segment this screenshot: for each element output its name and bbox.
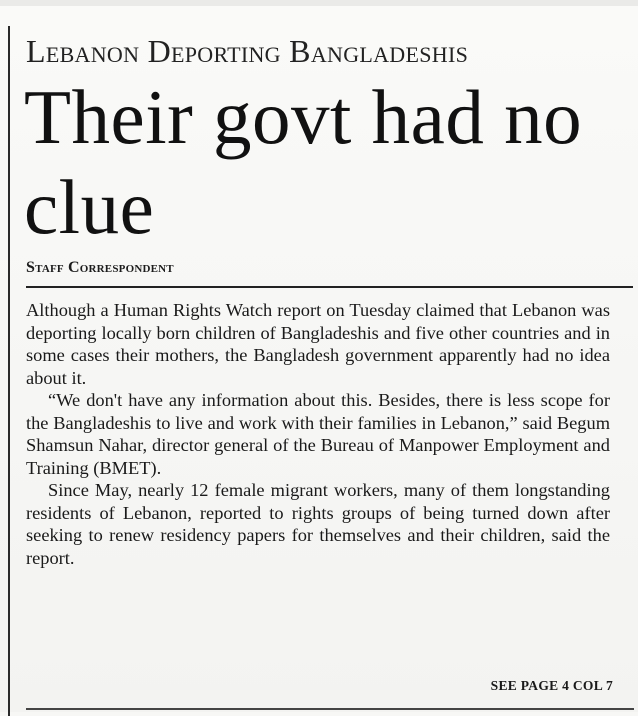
byline: Staff Correspondent [26,259,174,276]
main-headline: Their govt had no clue [24,74,583,250]
top-edge-band [0,0,638,6]
paragraph-1: Although a Human Rights Watch report on Tuesday claimed that Lebanon was deporting locally born children of Bangladeshis and five other countries and in some cases their mothers, the Bangladesh government apparently had no idea about it. [26,300,610,388]
byline-divider [26,286,633,288]
article-body [26,299,610,569]
paragraph-2: “We don't have any information about this. Besides, there is less scope for the Bangladeshis to live and work with their families in Lebanon,” said Begum Shamsun Nahar, director general of the Bureau of Manpower Employment and Training (BMET). [26,390,610,478]
paragraph-3: Since May, nearly 12 female migrant workers, many of them longstanding residents of Lebanon, reported to rights groups of being turned down after seeking to renew residency papers for themselves and their children, said the report. [26,480,610,568]
column-rule [8,26,10,716]
kicker-headline: Lebanon Deporting Bangladeshis [26,33,469,69]
continuation-note: SEE PAGE 4 COL 7 [490,678,613,693]
bottom-divider [26,708,634,710]
